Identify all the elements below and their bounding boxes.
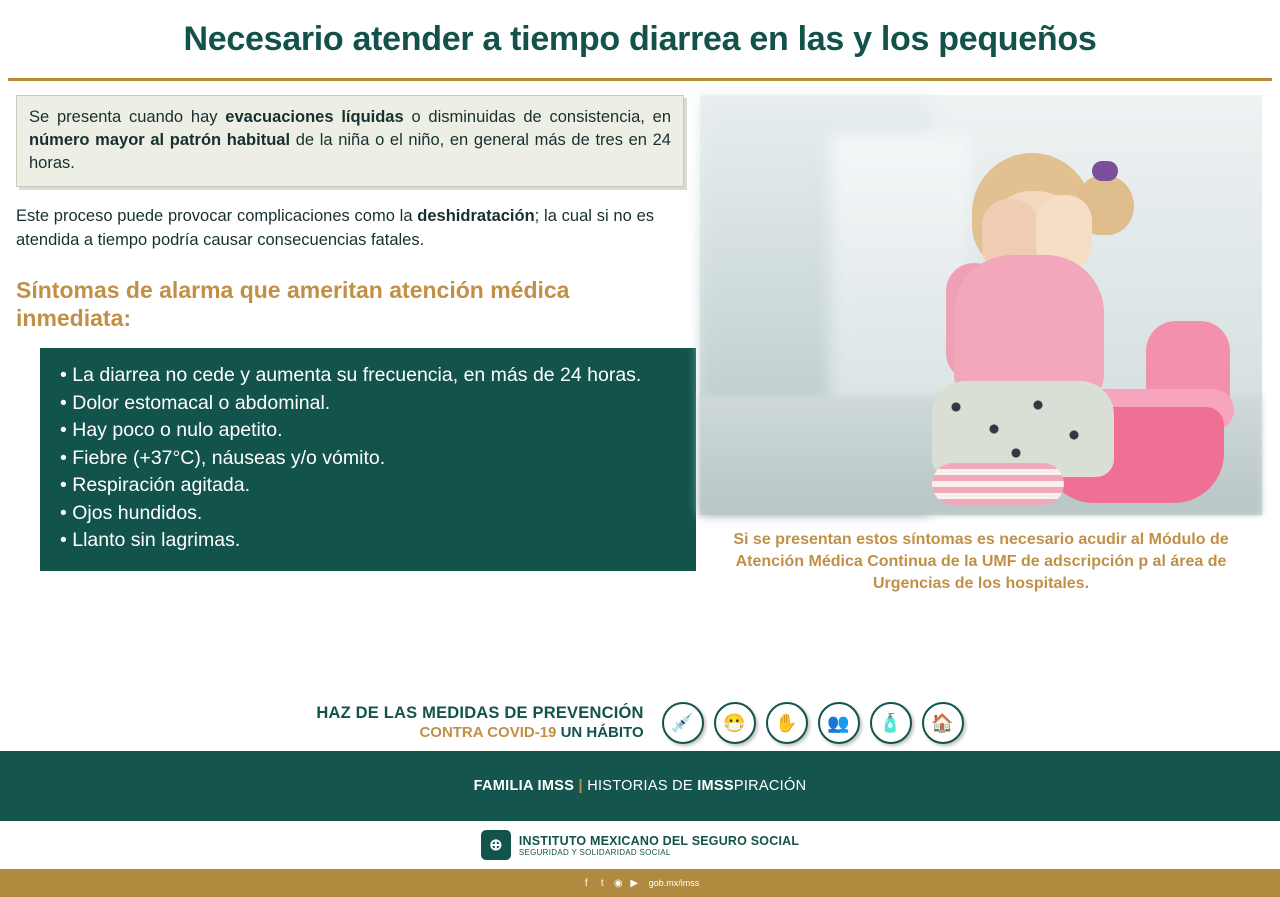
alarm-section-title: Síntomas de alarma que ameritan atención médica inmediata:: [16, 277, 570, 332]
vaccine-icon: [662, 702, 704, 744]
institute-text-block: [519, 834, 799, 857]
footer-banner: [0, 751, 1280, 821]
child-socks: [932, 463, 1064, 505]
prevention-line-2-green: UN HÁBITO: [560, 723, 644, 741]
face-mask-icon: [714, 702, 756, 744]
prevention-strip: [0, 695, 1280, 751]
vaccine-icon-glyph: 💉: [671, 713, 694, 733]
intro-text-a: Se presenta cuando hay: [29, 108, 226, 126]
prevention-line-2-gold: CONTRA COVID-19: [419, 723, 561, 741]
photo-caption: Si se presentan estos síntomas es necesario acudir al Módulo de Atención Médica Continua de la UMF de adscripción p al área de Urgencias de los hospitales.: [733, 531, 1229, 593]
institute-name: INSTITUTO MEXICANO DEL SEGURO SOCIAL: [518, 833, 800, 848]
intro-text-b: evacuaciones líquidas: [225, 108, 404, 126]
page-title: Necesario atender a tiempo diarrea en las y los pequeños: [183, 19, 1097, 58]
prevention-line-1: HAZ DE LAS MEDIDAS DE PREVENCIÓN: [316, 704, 644, 723]
hand-sanitizer-icon: [870, 702, 912, 744]
list-item: • Respiración agitada.: [60, 472, 676, 499]
facebook-icon[interactable]: f: [584, 877, 588, 889]
paragraph-text-c: ; la cual si no es atendida a tiempo podría causar consecuencias fatales.: [16, 207, 654, 249]
intro-text-c: o disminuidas de consistencia, en: [403, 108, 672, 126]
hand-sanitizer-icon-glyph: 🧴: [879, 713, 902, 733]
header: [0, 0, 1280, 78]
twitter-icon[interactable]: t: [600, 877, 604, 889]
main-content: [0, 81, 1280, 681]
instagram-icon[interactable]: ◉: [613, 877, 623, 889]
hand-wash-icon-glyph: ✋: [775, 713, 798, 733]
intro-text-e: de la niña o el niño, en general más de tres en 24 horas.: [29, 130, 671, 172]
stay-home-icon: [922, 702, 964, 744]
footer-piracion: PIRACIÓN: [733, 778, 807, 794]
institute-bar: [0, 821, 1280, 869]
list-item: • La diarrea no cede y aumenta su frecuencia, en más de 24 horas.: [60, 362, 676, 389]
prevention-text: [316, 703, 643, 742]
list-item: • Llanto sin lagrimas.: [60, 527, 676, 554]
face-mask-icon-glyph: 😷: [723, 713, 746, 733]
left-column: [0, 95, 700, 681]
footer-separator: |: [574, 778, 588, 794]
intro-text-d: número mayor al patrón habitual: [29, 130, 291, 149]
social-bar: [0, 869, 1280, 897]
prevention-icons: [662, 702, 964, 744]
symptoms-box: [40, 348, 696, 571]
imss-logo-icon: [481, 830, 511, 860]
list-item: • Dolor estomacal o abdominal.: [60, 390, 676, 417]
footer-imss-bold: IMSS: [697, 778, 734, 794]
right-column: [700, 95, 1280, 681]
list-item: • Fiebre (+37°C), náuseas y/o vómito.: [60, 445, 676, 472]
paragraph-text-b: deshidratación: [417, 207, 535, 226]
list-item: • Hay poco o nulo apetito.: [60, 417, 676, 444]
footer-family-imss: FAMILIA IMSS: [473, 778, 575, 794]
symptoms-list: [60, 362, 676, 554]
footer-historias: HISTORIAS DE: [587, 778, 698, 794]
footer-slogan: [474, 778, 807, 794]
child-scrunchie: [1092, 161, 1118, 181]
prevention-line-2: [316, 724, 643, 743]
hand-wash-icon: [766, 702, 808, 744]
social-distance-icon: [818, 702, 860, 744]
institute-tagline: SEGURIDAD Y SOLIDARIDAD SOCIAL: [518, 847, 671, 857]
paragraph-text-a: Este proceso puede provocar complicaciones como la: [16, 207, 418, 226]
youtube-icon[interactable]: ▶: [630, 877, 639, 889]
complications-paragraph: [16, 205, 684, 252]
imss-logo-glyph: ⊕: [489, 837, 503, 854]
child-photo: [700, 95, 1262, 515]
intro-callout: [16, 95, 684, 187]
footer-url[interactable]: gob.mx/imss: [648, 878, 700, 888]
stay-home-icon-glyph: 🏠: [931, 713, 954, 733]
social-distance-icon-glyph: 👥: [827, 713, 850, 733]
list-item: • Ojos hundidos.: [60, 500, 676, 527]
